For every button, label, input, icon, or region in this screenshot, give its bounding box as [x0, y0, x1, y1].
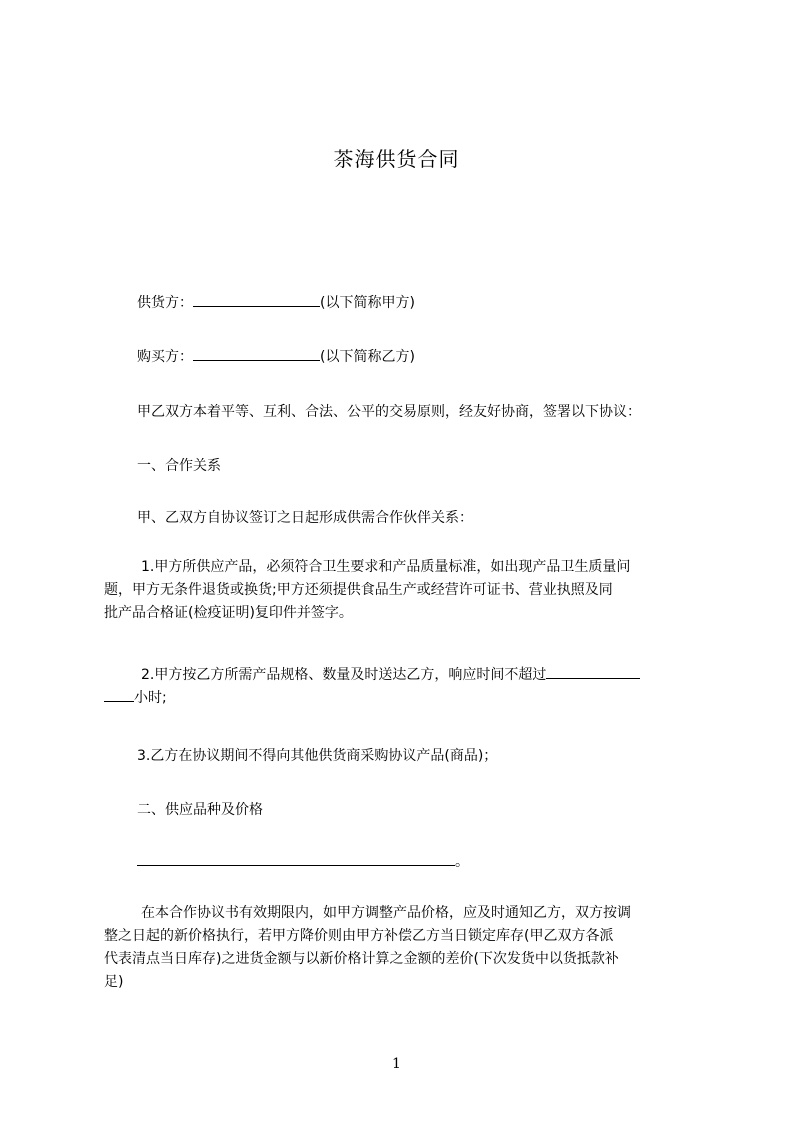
- clause-2-text: 2.甲方按乙方所需产品规格、数量及时送达乙方，响应时间不超过: [141, 667, 547, 683]
- price-line-2: 整之日起的新价格执行，若甲方降价则由甲方补偿乙方当日锁定库存(甲乙双方各派: [104, 928, 614, 944]
- section1-heading: 一、合作关系: [137, 458, 221, 474]
- clause-1-line-3: 批产品合格证(检疫证明)复印件并签字。: [104, 605, 353, 621]
- price-line-4: 足): [104, 974, 124, 990]
- preamble: 甲乙双方本着平等、互利、合法、公平的交易原则，经友好协商，签署以下协议：: [137, 404, 641, 420]
- section2-blank-suffix: 。: [455, 854, 469, 870]
- section2-heading: 二、供应品种及价格: [137, 802, 263, 818]
- price-line-3: 代表清点当日库存)之进货金额与以新价格计算之金额的差价(下次发货中以货抵款补: [104, 951, 619, 967]
- product-price-blank: [137, 851, 455, 866]
- clause-1-line-2: 题，甲方无条件退货或换货;甲方还须提供食品生产或经营许可证书、营业执照及同: [104, 582, 613, 598]
- supplier-blank: [193, 292, 320, 307]
- clause-2: [104, 664, 702, 710]
- price-line-1: 在本合作协议书有效期限内，如甲方调整产品价格，应及时通知乙方，双方按调: [141, 905, 631, 921]
- supplier-line: [137, 292, 415, 312]
- buyer-line: [137, 346, 415, 366]
- section2-blank-line: [137, 851, 469, 871]
- price-adjustment-paragraph: [104, 902, 702, 994]
- supplier-suffix: (以下简称甲方): [320, 295, 415, 311]
- clause-2-suffix: 小时;: [134, 690, 167, 706]
- supplier-label: 供货方：: [137, 295, 193, 311]
- clause-1: [104, 556, 702, 625]
- document-title: 茶海供货合同: [333, 147, 460, 171]
- clause-3: 3.乙方在协议期间不得向其他供货商采购协议产品(商品)；: [137, 748, 498, 764]
- clause-1-line-1: 1.甲方所供应产品，必须符合卫生要求和产品质量标准，如出现产品卫生质量问: [141, 559, 631, 575]
- buyer-suffix: (以下简称乙方): [320, 349, 415, 365]
- section1-intro: 甲、乙双方自协议签订之日起形成供需合作伙伴关系：: [137, 510, 473, 526]
- clause-2-line-1: [104, 664, 702, 687]
- page-number: 1: [392, 1056, 401, 1072]
- buyer-blank: [193, 346, 320, 361]
- response-time-blank-continued: [104, 687, 134, 702]
- clause-2-line-2: [104, 687, 702, 710]
- response-time-blank: [546, 664, 640, 679]
- buyer-label: 购买方：: [137, 349, 193, 365]
